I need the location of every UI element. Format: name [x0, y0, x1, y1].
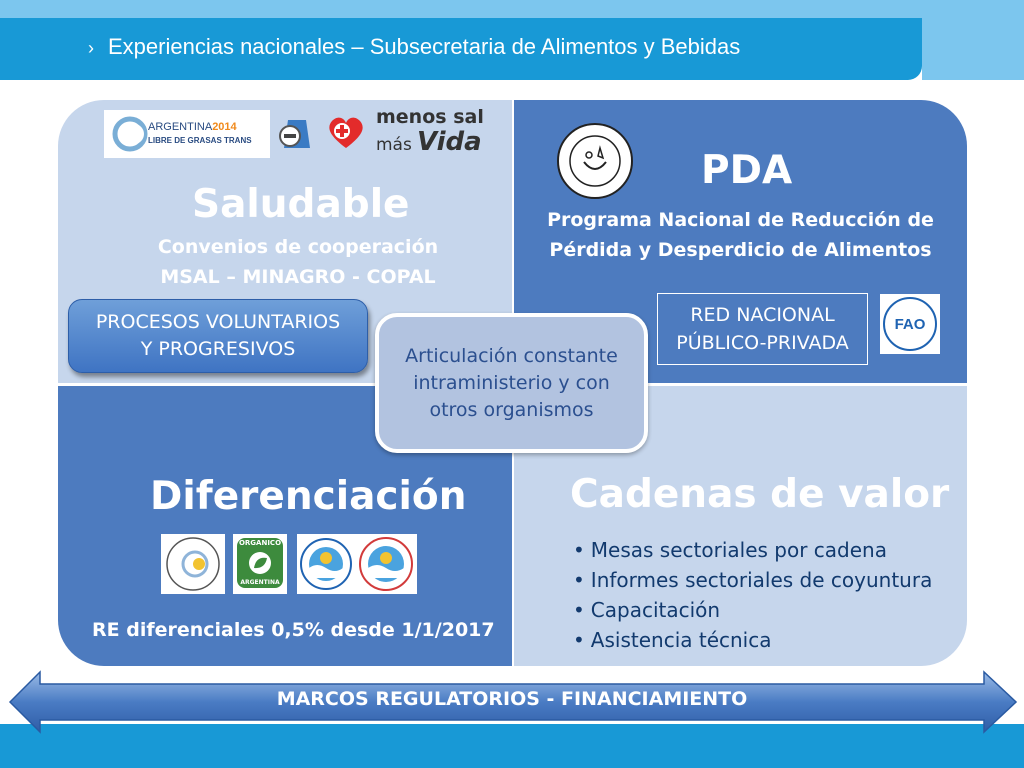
menos-sal-text: menos sal [376, 106, 484, 128]
vida-text: Vida [416, 127, 482, 157]
argentina-logo-subtitle: LIBRE DE GRASAS TRANS [148, 136, 252, 145]
red-nacional-line-1: RED NACIONAL [690, 304, 835, 326]
list-item: • Mesas sectoriales por cadena [573, 535, 932, 565]
pda-title: PDA [701, 148, 793, 193]
saludable-subtitle [118, 232, 478, 292]
organico-country-text: ARGENTINA [240, 579, 280, 586]
header-right-block [922, 18, 1024, 80]
articulacion-line-2: intraministerio y con [413, 371, 610, 394]
diferenciacion-title: Diferenciación [150, 474, 467, 519]
alimentos-argentinos-seal-icon [161, 534, 225, 594]
argentina-logo-year: 2014 [212, 121, 237, 133]
fao-logo-text: FAO [894, 316, 926, 333]
red-nacional-line-2: PÚBLICO-PRIVADA [676, 332, 849, 354]
articulacion-line-1: Articulación constante [405, 344, 618, 367]
organico-text: ORGANICO [238, 539, 282, 547]
indicacion-geografica-seal [297, 534, 355, 594]
list-item: • Informes sectoriales de coyuntura [573, 565, 932, 595]
fao-wheat-icon [880, 294, 940, 354]
marcos-regulatorios-label: MARCOS REGULATORIOS - FINANCIAMIENTO [276, 688, 748, 710]
slide-title-text: Experiencias nacionales – Subsecretaria de Alimentos y Bebidas [108, 34, 741, 59]
valoremos-alimentos-logo [556, 122, 634, 200]
chevron-right-icon: › [88, 38, 94, 58]
globe-icon [110, 114, 150, 154]
mas-text: más [376, 135, 412, 155]
saludable-title: Saludable [192, 182, 410, 227]
pda-subtitle-line-2: Pérdida y Desperdicio de Alimentos [549, 239, 932, 261]
articulacion-box [375, 313, 648, 453]
cadenas-title: Cadenas de valor [570, 472, 950, 517]
slide-title [88, 34, 740, 60]
saludable-subtitle-line-1: Convenios de cooperación [157, 236, 439, 258]
red-nacional-box [657, 293, 868, 365]
pda-subtitle-line-1: Programa Nacional de Reducción de [547, 209, 934, 231]
diferenciacion-footer: RE diferenciales 0,5% desde 1/1/2017 [92, 619, 495, 641]
organico-argentina-seal [233, 534, 287, 594]
saludable-subtitle-line-2: MSAL – MINAGRO - COPAL [160, 266, 436, 288]
procesos-voluntarios-button [68, 299, 368, 373]
pda-subtitle [514, 205, 967, 265]
denominacion-origen-seal [355, 534, 417, 594]
list-item: • Asistencia técnica [573, 625, 932, 655]
procesos-line-1: PROCESOS VOLUNTARIOS [95, 311, 341, 333]
heart-plus-icon [324, 112, 368, 152]
alimentos-argentinos-seal [161, 534, 225, 594]
argentina-logo-word: ARGENTINA [148, 121, 213, 133]
procesos-line-2: Y PROGRESIVOS [140, 338, 296, 360]
list-item: • Capacitación [573, 595, 932, 625]
fao-logo [880, 294, 940, 354]
salt-shaker-minus-icon [276, 114, 318, 152]
leaf-icon [245, 550, 275, 576]
indicacion-geografica-seal-icon [297, 534, 355, 594]
denominacion-origen-seal-icon [355, 534, 417, 594]
articulacion-line-3: otros organismos [429, 398, 594, 421]
menos-sal-mas-vida-logo [376, 108, 484, 155]
cadenas-bullet-list [573, 535, 932, 655]
argentina-2014-logo [104, 110, 270, 158]
top-strip [0, 0, 1024, 18]
